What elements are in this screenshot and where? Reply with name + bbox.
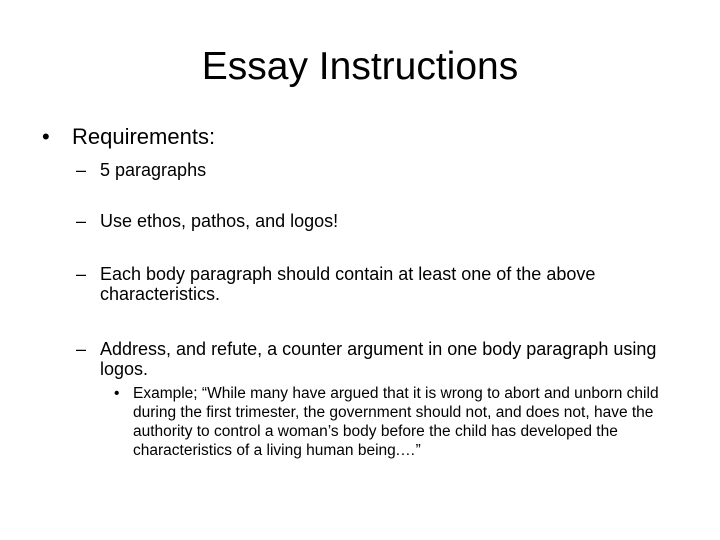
requirements-label: Requirements:	[72, 124, 216, 149]
bullet-icon: •	[42, 124, 50, 149]
example-text: Example; “While many have argued that it is wrong to abort and unborn child during the first trimester, the government should not, and does not, have the authority to control a woman’s body before the child has developed the characteristics of a living human being.…”	[133, 385, 659, 459]
dash-icon: –	[76, 160, 87, 180]
dash-icon: –	[76, 264, 87, 284]
requirement-text: 5 paragraphs	[100, 160, 207, 180]
requirement-text: Each body paragraph should contain at least one of the above characteristics.	[100, 264, 596, 304]
bullet-icon: •	[114, 385, 120, 402]
slide-title: Essay Instructions	[201, 45, 519, 88]
dash-icon: –	[76, 211, 87, 231]
requirement-text: Address, and refute, a counter argument in one body paragraph using logos.	[100, 339, 657, 379]
dash-icon: –	[76, 339, 87, 359]
requirement-text: Use ethos, pathos, and logos!	[100, 211, 339, 231]
